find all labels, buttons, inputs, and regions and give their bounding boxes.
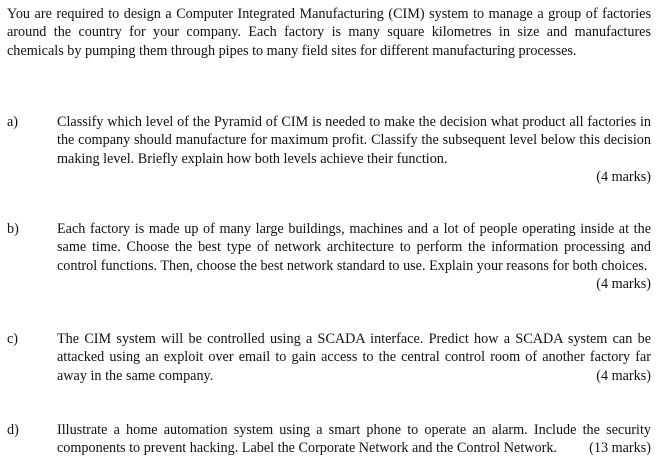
question-text: Classify which level of the Pyramid of CIM is needed to make the decision what product all factories in the company should manufacture for maximum profit. Classify the subsequent level below this decision making level. Briefly explain how both levels achieve their function. [57, 114, 651, 167]
question-c [7, 330, 651, 385]
question-marks: (4 marks) [596, 168, 651, 185]
question-text: Illustrate a home automation system using a smart phone to operate an alarm. Include the security components to prevent hacking. Label the Corporate Network and the Control Network. [57, 422, 651, 457]
question-d [7, 421, 651, 458]
question-label: d) [7, 422, 19, 438]
intro-paragraph: You are required to design a Computer Integrated Manufacturing (CIM) system to manage a group of factories around the country for your company. Each factory is many square kilometres in size and manufactures chemicals by pumping them through pipes to many field sites for different manufacturing processes. [7, 6, 651, 59]
question-marks: (4 marks) [596, 275, 651, 292]
question-label: a) [7, 114, 19, 130]
question-label: c) [7, 331, 19, 347]
question-marks: (13 marks) [589, 440, 651, 457]
question-label: b) [7, 221, 19, 237]
question-marks: (4 marks) [596, 367, 651, 384]
question-text: Each factory is made up of many large buildings, machines and a lot of people operating inside at the same time. Choose the best type of network architecture to perform the information processing and control functions. Then, choose the best network standard to use. Explain your reasons for both choices. [57, 221, 651, 274]
question-b [7, 220, 651, 293]
question-text: The CIM system will be controlled using a SCADA interface. Predict how a SCADA system can be attacked using an exploit over email to gain access to the central control room of another factory far away in the same company. [57, 331, 651, 384]
question-a [7, 113, 651, 186]
